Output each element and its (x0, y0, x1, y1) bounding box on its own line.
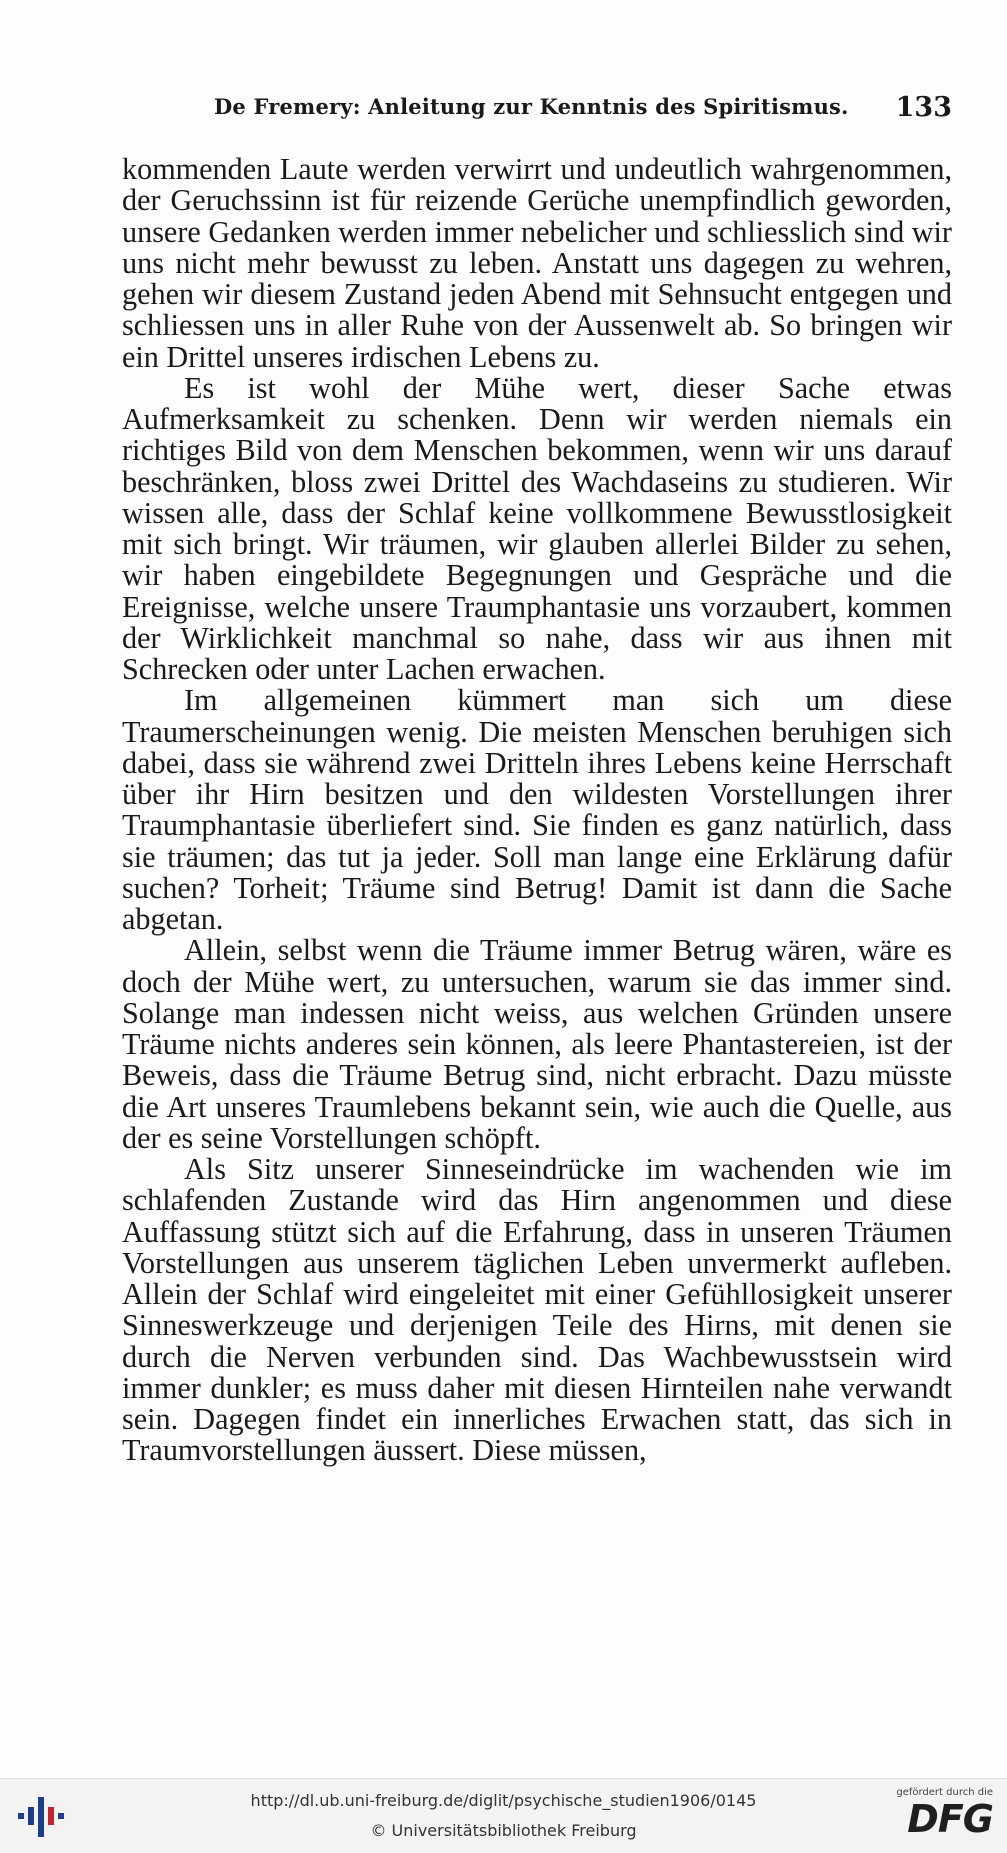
permalink-url[interactable]: http://dl.ub.uni-freiburg.de/diglit/psychische_studien1906/0145 (250, 1791, 757, 1810)
running-title: De Fremery: Anleitung zur Kenntnis des Spiritismus. (214, 94, 849, 119)
dfg-mark: DFG (907, 1797, 993, 1841)
dfg-caption: gefördert durch die (896, 1787, 993, 1798)
body-text (122, 154, 952, 1467)
paragraph: kommenden Laute werden verwirrt und undeutlich wahrgenommen, der Geruchssinn ist für reizende Gerüche unempfindlich geworden, unsere Gedanken werden immer nebelicher und schliesslich sind wir uns nicht mehr bewusst zu leben. Anstatt uns dagegen zu wehren, gehen wir diesem Zustand jeden Abend mit Sehnsucht entgegen und schliessen uns in aller Ruhe von der Aussenwelt ab. So bringen wir ein Drittel unseres irdischen Lebens zu. (122, 152, 952, 374)
running-head (122, 92, 952, 128)
dfg-logo (885, 1787, 993, 1847)
paragraph: Im allgemeinen kümmert man sich um diese Traumerscheinungen wenig. Die meisten Menschen beruhigen sich dabei, dass sie während zwei Dritteln ihres Lebens keine Herrschaft über ihr Hirn besitzen und den wildesten Vorstellungen ihrer Traumphantasie überliefert sind. Sie finden es ganz natürlich, dass sie träumen; das tut ja jeder. Soll man lange eine Erklärung dafür suchen? Torheit; Träume sind Betrug! Damit ist dann die Sache abgetan. (122, 683, 952, 936)
paragraph: Es ist wohl der Mühe wert, dieser Sache etwas Aufmerksamkeit zu schenken. Denn wir werden niemals ein richtiges Bild von dem Menschen bekommen, wenn wir uns darauf beschränken, bloss zwei Drittel des Wachdaseins zu studieren. Wir wissen alle, dass der Schlaf keine vollkommene Bewusstlosigkeit mit sich bringt. Wir träumen, wir glauben allerlei Bilder zu sehen, wir haben eingebildete Begegnungen und Gespräche und die Ereignisse, welche unsere Traumphantasie uns vorzaubert, kommen der Wirklichkeit manchmal so nahe, dass wir aus ihnen mit Schrecken oder unter Lachen erwachen. (122, 370, 952, 686)
paragraph: Allein, selbst wenn die Träume immer Betrug wären, wäre es doch der Mühe wert, zu untersuchen, warum sie das immer sind. Solange man indessen nicht weiss, aus welchen Gründen unsere Träume nichts anderes sein können, als leere Phantastereien, ist der Beweis, dass die Träume Betrug sind, nicht erbracht. Dazu müsste die Art unseres Traumlebens bekannt sein, wie auch die Quelle, aus der es seine Vorstellungen schöpft. (122, 933, 952, 1155)
paragraph: Als Sitz unserer Sinneseindrücke im wachenden wie im schlafenden Zustande wird das Hirn angenommen und diese Auffassung stützt sich auf die Erfahrung, dass in unseren Träumen Vorstellungen aus unserem täglichen Leben unvermerkt aufleben. Allein der Schlaf wird eingeleitet mit einer Gefühllosigkeit unserer Sinneswerkzeuge und derjenigen Teile des Hirns, mit denen sie durch die Nerven verbunden sind. Das Wachbewusstsein wird immer dunkler; es muss daher mit diesen Hirnteilen nahe verwandt sein. Dagegen findet ein innerliches Erwachen statt, das sich in Traumvorstellungen äussert. Diese müssen, (122, 1152, 952, 1468)
copyright-notice: © Universitätsbibliothek Freiburg (370, 1821, 637, 1840)
page-number: 133 (895, 92, 952, 123)
viewer-footer (0, 1778, 1007, 1853)
